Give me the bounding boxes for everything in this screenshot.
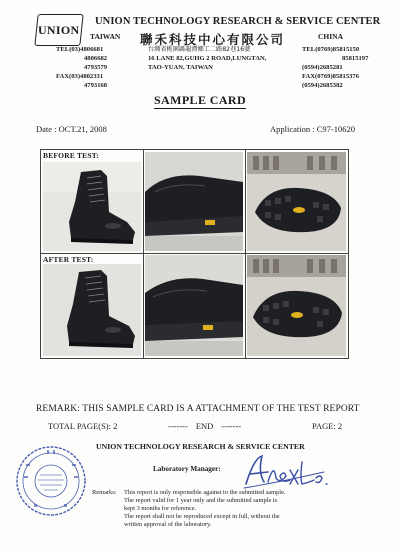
- grid-divider: [143, 150, 144, 358]
- after-sole-photo: [247, 255, 346, 356]
- contact-line: 85815197: [342, 55, 369, 62]
- remark-line: REMARK: THIS SAMPLE CARD IS A ATTACHMENT OF THE TEST REPORT: [36, 404, 360, 414]
- company-name-en: UNION TECHNOLOGY RESEARCH & SERVICE CENTER: [95, 16, 381, 27]
- address-zh: 台灣省桃園縣龍潭鄉工二路82巷16號: [148, 46, 251, 53]
- contact-line: FAX(03)4802331: [56, 73, 104, 80]
- country-china: CHINA: [318, 32, 344, 41]
- grid-divider: [41, 253, 348, 254]
- total-pages: TOTAL PAGE(S): 2: [48, 421, 118, 431]
- dash-line: -------: [221, 421, 242, 431]
- address-line: 16 LANE 82,GUHG 2 ROAD,LUNGTAN,: [148, 55, 267, 62]
- before-sole-photo: [247, 152, 346, 251]
- end-marker: [160, 421, 249, 431]
- remarks-line: The report valid for 1 year only and the submitted sample is: [124, 497, 278, 504]
- remarks-line: The report shall not be reproduced except in full, without the: [124, 513, 280, 520]
- remarks-line: kept 3 months for reference.: [124, 505, 197, 512]
- contact-line: TEL(03)4806681: [56, 46, 104, 53]
- taiwan-contact: [56, 45, 107, 90]
- before-boot-toe-photo: [145, 152, 243, 251]
- china-contact: [302, 45, 368, 90]
- page-number: PAGE: 2: [312, 421, 343, 431]
- remarks-line: written approval of the laboratory.: [124, 521, 212, 528]
- contact-line: 4806682: [84, 55, 108, 62]
- union-logo: [34, 14, 83, 46]
- grid-divider: [245, 150, 246, 358]
- address-line: TAO-YUAN, TAIWAN: [148, 64, 213, 71]
- contact-line: (0594)2685382: [302, 82, 343, 89]
- address-block: [148, 45, 266, 72]
- remarks-line: This report is only responsible against to the submitted sample.: [124, 489, 286, 496]
- after-boot-toe-photo: [145, 255, 243, 356]
- contact-line: FAX(0769)85815376: [302, 73, 360, 80]
- lab-stamp: [14, 444, 88, 523]
- card-title: [0, 93, 400, 108]
- contact-line: TEL(0769)85815150: [302, 46, 360, 53]
- contact-line: 4793168: [84, 82, 108, 89]
- remarks-label: Remarks:: [92, 489, 117, 496]
- after-test-label: AFTER TEST:: [43, 255, 94, 264]
- photo-grid: [40, 149, 349, 359]
- before-boot-side-photo: [43, 162, 141, 251]
- dash-line: -------: [168, 421, 188, 431]
- card-title-text: SAMPLE CARD: [153, 93, 247, 107]
- country-taiwan: TAIWAN: [90, 32, 121, 41]
- remarks-text: [124, 489, 329, 529]
- footer-company: UNION TECHNOLOGY RESEARCH & SERVICE CENTER: [96, 442, 305, 451]
- application-number: Application : C97-10620: [270, 124, 355, 134]
- contact-line: (0594)2685281: [302, 64, 343, 71]
- date-line: Date : OCT.21, 2008: [36, 124, 107, 134]
- end-label: END: [195, 421, 214, 431]
- contact-line: 4793579: [84, 64, 108, 71]
- after-boot-side-photo: [43, 264, 141, 356]
- before-test-label: BEFORE TEST:: [43, 151, 100, 160]
- company-name-zh: 聯禾科技中心有限公司: [140, 32, 286, 47]
- logo-text: UNION: [38, 22, 80, 37]
- lab-manager-label: Laboratory Manager:: [153, 465, 221, 473]
